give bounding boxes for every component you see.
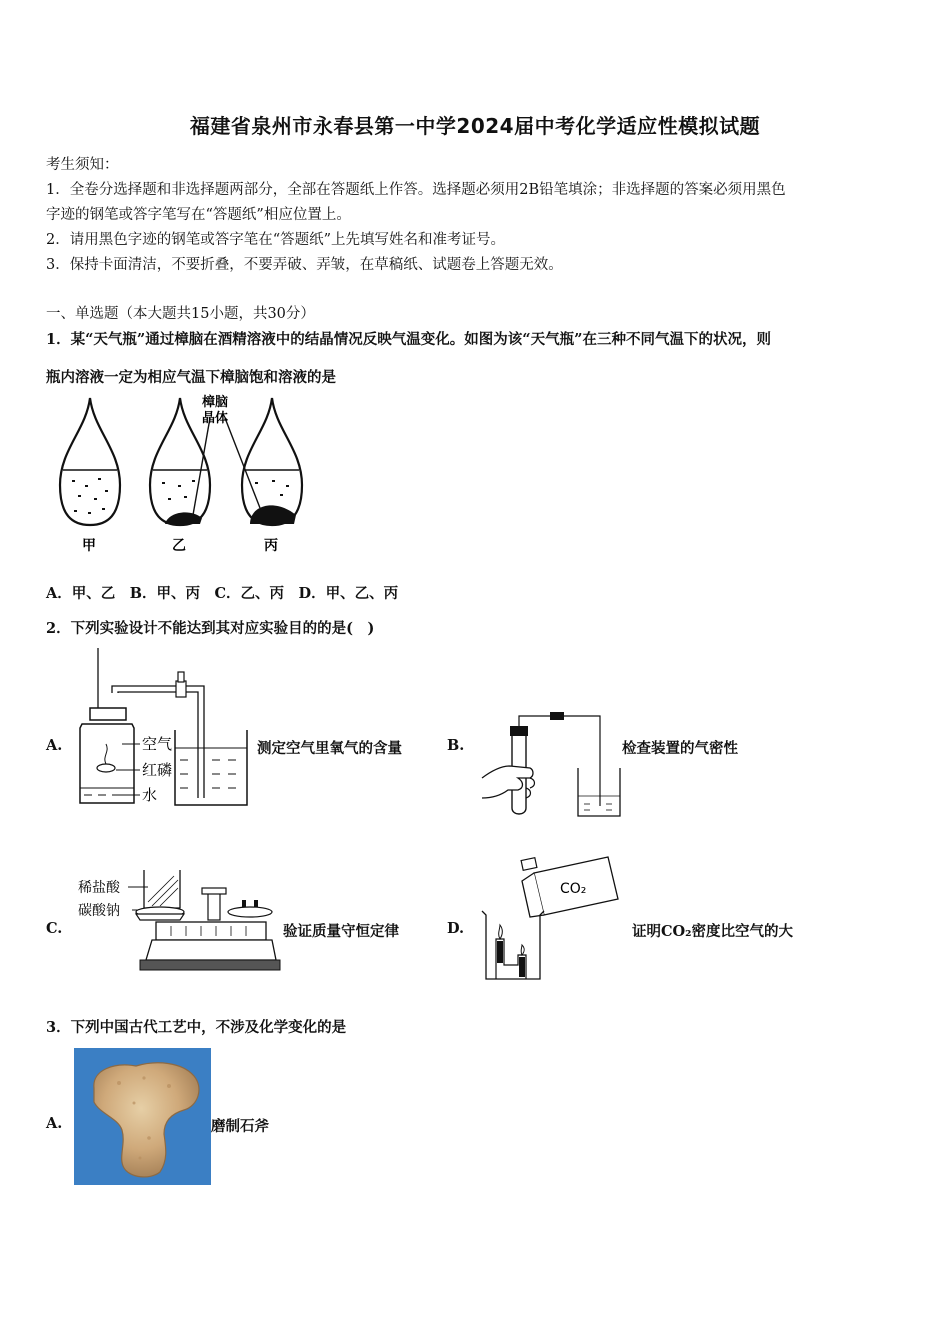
bottle-label-yi: 乙	[172, 538, 186, 554]
crystal-label-2: 晶体	[202, 411, 229, 426]
q1-options: A．甲、乙 B．甲、丙 C．乙、丙 D．甲、乙、丙	[46, 585, 399, 602]
co2-bottle-label: CO₂	[560, 881, 587, 897]
q2-option-b-text: 检查装置的气密性	[622, 740, 738, 757]
label-sodium-carbonate: 碳酸钠	[78, 903, 120, 919]
q2-option-d-letter: D.	[447, 920, 465, 937]
notice-item-2: 2．请用黑色字迹的钢笔或答字笔在“答题纸”上先填写姓名和准考证号。	[46, 232, 506, 248]
mass-conservation-apparatus	[76, 862, 281, 982]
co2-density-apparatus	[478, 855, 626, 985]
q2-option-a-letter: A.	[46, 737, 63, 754]
notice-item-3: 3．保持卡面清洁，不要折叠，不要弄破、弄皱，在草稿纸、试题卷上答题无效。	[46, 257, 563, 273]
q3-option-a-text: 磨制石斧	[211, 1118, 269, 1135]
label-dilute-hcl: 稀盐酸	[78, 880, 120, 896]
crystal-label-1: 樟脑	[202, 395, 229, 410]
label-red-phosphorus: 红磷	[142, 761, 173, 779]
notice-item-1-line-1: 1．全卷分选择题和非选择题两部分，全部在答题纸上作答。选择题必须用2B铅笔填涂；非选择题的答案必须用黑色	[46, 182, 786, 198]
bottle-bing	[242, 398, 302, 525]
q3-option-a-letter: A.	[46, 1115, 63, 1132]
notice-item-1-line-2: 字迹的钢笔或答字笔写在“答题纸”相应位置上。	[46, 207, 351, 223]
q2-option-a-text: 测定空气里氧气的含量	[257, 740, 402, 757]
label-air: 空气	[142, 735, 173, 753]
page-title: 福建省泉州市永春县第一中学2024届中考化学适应性模拟试题	[189, 114, 761, 138]
q2-stem: 2．下列实验设计不能达到其对应实验目的的是( )	[46, 620, 375, 637]
notice-heading: 考生须知：	[46, 157, 119, 173]
bottle-label-bing: 丙	[264, 538, 278, 554]
oxygen-measure-apparatus	[72, 648, 257, 813]
q1-stem-line-1: 1．某“天气瓶”通过樟脑在酒精溶液中的结晶情况反映气温变化。如图为该“天气瓶”在三种不同气温下的状况，则	[46, 331, 771, 348]
label-water: 水	[142, 786, 158, 804]
weather-bottle-figure	[50, 390, 320, 560]
q3-stem: 3．下列中国古代工艺中，不涉及化学变化的是	[46, 1019, 347, 1036]
q2-option-d-text: 证明CO₂密度比空气的大	[632, 923, 794, 940]
stone-axe-photo	[74, 1048, 211, 1185]
q2-option-c-text: 验证质量守恒定律	[283, 923, 399, 940]
q2-option-b-letter: B.	[447, 737, 465, 754]
q1-stem-line-2: 瓶内溶液一定为相应气温下樟脑饱和溶液的是	[46, 369, 336, 386]
airtightness-apparatus	[478, 708, 628, 823]
bottle-yi	[150, 398, 210, 525]
bottle-label-jia: 甲	[82, 538, 96, 554]
section-heading: 一、单选题（本大题共15小题，共30分）	[46, 306, 315, 322]
bottle-jia	[60, 398, 120, 525]
q2-option-c-letter: C.	[46, 920, 63, 937]
